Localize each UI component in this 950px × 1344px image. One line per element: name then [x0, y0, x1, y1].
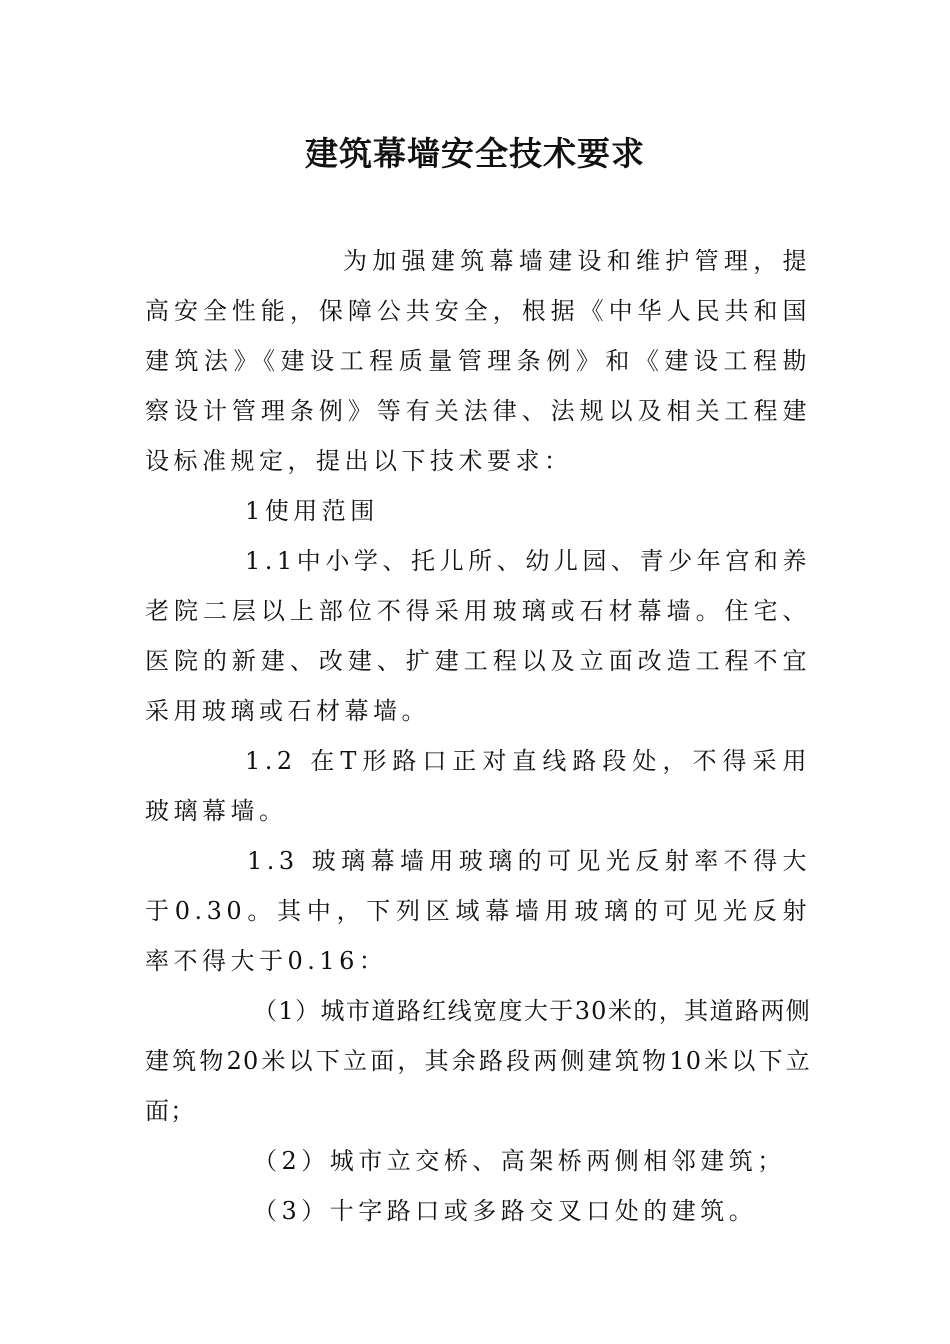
document-title: 建筑幕墙安全技术要求 [305, 134, 645, 173]
clause-1-2: 1.2 在T形路口正对直线路段处，不得采用玻璃幕墙。 [145, 747, 811, 825]
list-item-3: （3）十字路口或多路交叉口处的建筑。 [253, 1197, 758, 1225]
list-item-2: （2）城市立交桥、高架桥两侧相邻建筑； [253, 1147, 786, 1175]
document-body [145, 236, 811, 1236]
clause-1-3: 1.3 玻璃幕墙用玻璃的可见光反射率不得大于0.30。其中，下列区域幕墙用玻璃的可见光反射率不得大于0.16： [145, 847, 811, 975]
intro-paragraph: 为加强建筑幕墙建设和维护管理，提高安全性能，保障公共安全，根据《中华人民共和国建筑法》《建设工程质量管理条例》和《建设工程勘察设计管理条例》等有关法律、法规以及相关工程建设标准规定，提出以下技术要求： [145, 247, 811, 475]
list-item-1: （1）城市道路红线宽度大于30米的，其道路两侧建筑物20米以下立面，其余路段两侧建筑物10米以下立面； [145, 997, 811, 1125]
section-heading-scope: 1使用范围 [245, 497, 379, 525]
clause-1-1: 1.1中小学、托儿所、幼儿园、青少年宫和养老院二层以上部位不得采用玻璃或石材幕墙。住宅、医院的新建、改建、扩建工程以及立面改造工程不宜采用玻璃或石材幕墙。 [145, 547, 811, 725]
